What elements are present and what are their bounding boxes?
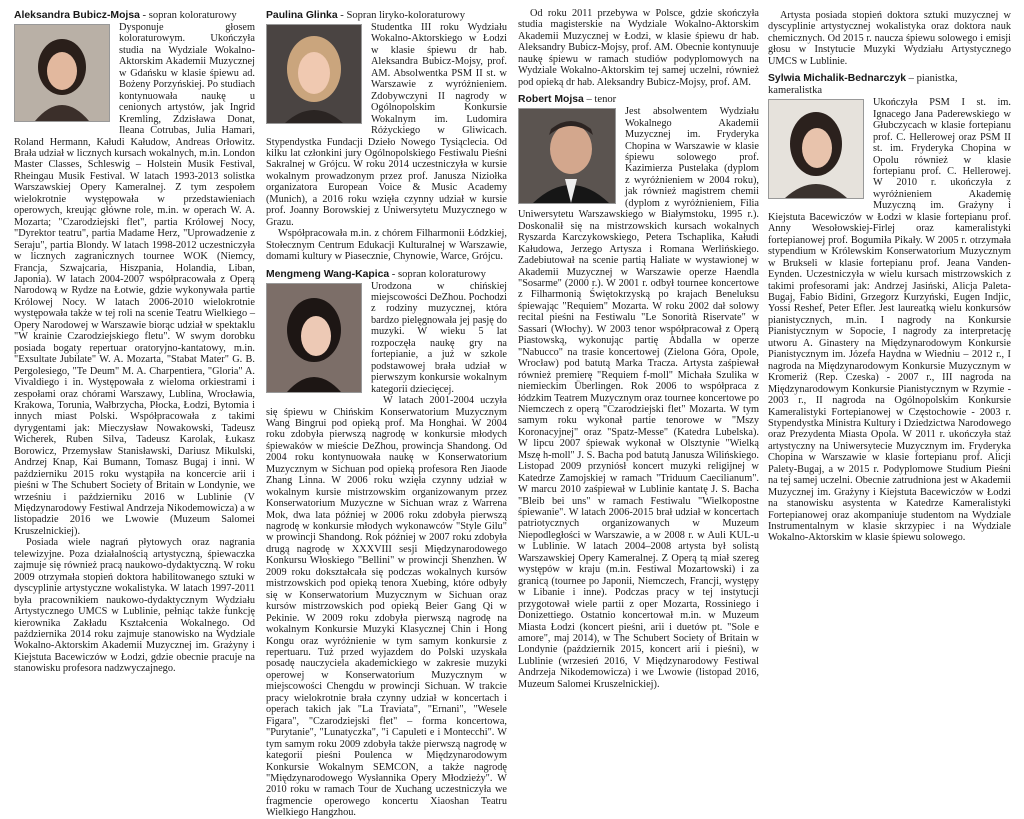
artist-name: Robert Mojsa: [518, 94, 584, 106]
artist-header: Aleksandra Bubicz-Mojsa - sopran koloraturowy: [14, 10, 237, 21]
artist-header: Paulina Glinka - Sopran liryko-koloraturowy: [266, 10, 466, 21]
artist-bio: Jest absolwentem Wydziału Wokalnego Akademii Muzycznej im. Fryderyka Chopina w Warszawie w klasie śpiewu solowego prof. Kazimierza Pustelaka (dyplom z wyróżnieniem w 2004 roku), jak również magistrem chemii (dyplom z wyróżnieniem, Filia Uniwersytetu Warszawskiego w Białymstoku, 1995 r.). Doskonalił się na mistrzowskich kursach wokalnych Ryszarda Karczykowskiego, Petera Tschaplika, Kałudi Kałudowa, Jerzego Artysza i Romana Werlińskiego. Zadebiutował na scenie partią Haliate w wystawionej w Akademii Muzycznej w Warszawie operze Haendla "Sosarme" (2000 r.). W 2001 r. odbył tournee koncertowe z Filharmonią Świętokrzyską po krajach Beneluksu śpiewając "Requiem" Mozarta. W roku 2002 dał solowy recital pieśni na Festiwalu "Le Sonorità Riservate" w Sassari (Włochy). W 2003 tenor współpracował z Operą Piastowską, wykonując partię Abdalla w operze "Nabucco" na trasie koncertowej (Zielona Góra, Opole, Wrocław) pod batutą Marka Tracza. Artysta zaśpiewał również premierę "Requiem f-moll" Michała Szulika w niemieckim Überlingen. Rok 2006 to współpraca z łódzkim Teatrem Muzycznym oraz tournee koncertowe po Niemczech z operą "Czarodziejski flet" Mozarta. W tym samym roku wykonał partie tenorowe w "Mszy Koronacyjnej" oraz "Spatz-Messe" (Katedra Lubelska). W lipcu 2007 śpiewak wykonał w Olsztynie "Wielką Mszę h-moll" J. S. Bacha pod batutą Janusza Wilińskiego. Listopad 2009 przyniósł koncert muzyki religijnej w Katedrze Zamojskiej w ramach "Triduum Caecilianum". W marcu 2010 zaśpiewał w Lublinie kantatę J. S. Bacha "Bleib bei uns" w ramach Festiwalu "Wielkopostne śpiewanie". W latach 2006-2015 brał udział w koncertach patriotycznych organizowanych w Muzeum Niepodległości w Warszawie, a w 2008 r. w Auli KUL-u w Lublinie. W latach 2004–2008 artysta był solistą Warszawskiej Opery Kameralnej. Z Operą tą miał szereg występów w kraju (m.in. Festiwal Mozartowski) i za granicą (tournee po Japonii, Niemczech, Francji, występy w Libanie i inne). Podczas pracy w tej instytucji przygotował wiele partii z oper Mozarta, Rossiniego i Donizettiego. Ostatnio koncertował m.in. w Muzeum Miasta Łodzi (koncert pieśni, arii i duetów pt. "Sole e amore", maj 2014), w The Schubert Society of Britain w Londynie (październik 2015, koncert arii i pieśni), w Lublinie (wrzesień 2016, V Międzynarodowy Festiwal Andrzeja Nikodemowicza) i we Lwowie (listopad 2016, Muzeum Salomei Kruszelnickiej).: [518, 106, 759, 690]
artist-header: Mengmeng Wang-Kapica - sopran koloraturowy: [266, 268, 486, 280]
column-2: [266, 10, 507, 819]
artist-bio: Studentka III roku Wydziału Wokalno-Aktorskiego w Łodzi w klasie śpiewu dr hab. Aleksandra Bubicz-Mojsy, prof. AM. Absolwentka PSM II st. w Warszawie z wyróżnieniem. Zdobywczyni II nagrody w Ogólnopolskim Konkursie Wokalnym im. Ludomira Różyckiego w Gliwicach. Stypendystka Fundacji Dzieło Nowego Tysiąclecia. Od kilku lat członkini jury Ogólnopolskiego Festiwalu Pieśni Sakralnej w Grójcu. W roku 2014 uczestniczyła w kursie wokalnym prowadzonym przez prof. Janusza Niziołka organizatora European Voice & Music Academy (Munich), a 2016 roku wzięła czynny udział w kursie prof. Joanny Borowskiej z Uniwersytetu Muzycznego w Grazu.: [266, 22, 507, 228]
portrait-photo: [768, 99, 864, 199]
artist-bio: Ukończyła PSM I st. im. Ignacego Jana Paderewskiego w Głubczycach w klasie fortepianu prof. C. Hellerowej oraz PSM II st. im. Fryderyka Chopina w Opolu również w klasie fortepianu prof. C. Hellerowej. W 2010 r. ukończyła z wyróżnieniem Akademię Muzyczną im. Grażyny i Kiejstuta Bacewiczów w Łodzi w klasie fortepianu prof. Anny Wesołowskiej-Firlej oraz kameralistyki fortepianowej prof. Bogumiła Pikały. W 2005 r. otrzymała stypendium w Królewskim Konserwatorium Muzycznym w Brukseli w klasie fortepianu prof. Jeana Vanden-Eynden. Uczestniczyła w wielu kursach mistrzowskich z takimi profesorami jak: Andrzej Jasiński, Alicja Paleta-Bugaj, Fabio Bidini, Grzegorz Kurzyński, Eugen Indjic, Yossi Reshef, Peter Efler. Jest laureatką wielu konkursów pianistycznych, m.in. I nagrody na Konkursie Pianistycznym w Sopocie, I nagrody za interpretację utworu A. Ginastery na Międzynarodowym Konkursie Pianistycznym im. Józefa Haydna w Wiedniu – 2012 r., I nagroda na Międzynarodowym Konkursie Muzycznym w Kromeriż (Rep. Czeska) - 2007 r., III nagroda na Międzynarodowym Konkursie Pianistycznym w Rzymie - 2003 r., II nagroda na Ogólnopolskim Konkursie Kameralistyki Fortepianowej w Częstochowie - 2003 r. Stypendystka Ministra Kultury i Dziedzictwa Narodowego oraz Prezydenta Miasta Opola. W 2011 r. ukończyła staż artystyczny na Uniwersytecie Muzycznym im. Fryderyka Chopina w Warszawie w klasie fortepianu prof. Alicji Palety-Bugaj, a w 2015 r. Podyplomowe Studium Pieśni na tej samej uczelni. Obecnie zatrudniona jest w Akademii Muzycznej im. Grażyny i Kiejstuta Bacewiczów w Łodzi na stanowisku asystenta w Katedrze Kameralistyki Fortepianowej oraz akompaniuje studentom na Wydziale Instrumentalnym w klasie skrzypiec i na Wydziale Wokalno-Aktorskim w klasie śpiewu solowego.: [768, 97, 1011, 544]
column-1: [14, 10, 255, 720]
artist-name: Paulina Glinka: [266, 10, 338, 21]
artist-role: sopran koloraturowy: [397, 268, 486, 280]
artist-role: pianistka, kameralistka: [768, 73, 958, 97]
portrait-photo: [14, 24, 110, 122]
artist-bio-3: Od roku 2011 przebywa w Polsce, gdzie skończyła studia magisterskie na Wydziale Wokalno-Aktorskim Akademii Muzycznej w Łodzi, w klasie śpiewu dr hab. Aleksandry Bubicz-Mojsy, prof. AM. Obecnie kontynuuje naukę śpiewu w ramach studiów podyplomowych na Wydziale Wokalno-Aktorskim tej samej uczelni, również pod opieką dr hab. Aleksandry Bubicz-Mojsy, prof. AM.: [518, 8, 759, 88]
portrait-photo: [266, 24, 362, 124]
artist-role: tenor: [594, 94, 617, 106]
artist-header: Sylwia Michalik-Bednarczyk – pianistka, kameralistka: [768, 73, 958, 97]
artist-name: Mengmeng Wang-Kapica: [266, 268, 390, 280]
column-3: [518, 10, 759, 720]
column-4: [768, 10, 1011, 720]
artist-bio-2: W latach 2001-2004 uczyła się śpiewu w Chińskim Konserwatorium Muzycznym Wang Bingrui pod opieką prof. Ma Honghai. W 2004 roku zdobyła pierwszą nagrodę w konkursie młodych śpiewaków w mieście DeZhou, prowincja Shandong. Od 2004 roku kontynuowała naukę w Konserwatorium Muzycznym w Sichuan pod opieką profesora Ren Jiaode Zhang Linna. W 2006 roku wzięła czynny udział w wokalnym kursie mistrzowskim organizowanym przez Konserwatorium Muzyczne w Sichuan wraz z Warrena Mok, dwa lata później w 2006 roku zdobyła pierwszą nagrodę w konkursie młodych wykonawców "Style Gilu" w prowincji Shandong. Rok później w 2007 roku zdobyła drugą nagrodę w XXXVIII sesji Międzynarodowego Konkursu Włoskiego "Bellini" w prowincji Shenzhen. W 2009 roku dokształcała się podczas wokalnych kursów mistrzowskich pod opieką tenora Xuebing, które odbyły się w Konserwatorium Muzycznym w Sichuan oraz kursów mistrzowskich pod opieką Beier Gang Qi w Pekinie. W 2009 roku zdobyła pierwszą nagrodę na wokalnym Konkursie Muzyki Klasycznej Chin i Hong Kongu oraz wyróżnienie w tym samym konkursie z repertuaru. Tuż przed wyjazdem do Polski uzyskała posadę nauczyciela akademickiego w zakresie muzyki operowej w Konserwatorium Muzycznym w miejscowości Chengdu w prowincji Sichuan. W trakcie pracy wielokrotnie brała czynny udział w koncertach i operach takich jak "La Traviata", "Ernani", "Wesele Figara", "Czarodziejski flet" – forma koncertowa, "Purytanie", "Lunatyczka", "i Capuleti e i Montecchi". W tym samym roku 2009 zdobyła także pierwszą nagrodę w kategorii pieśni Poulenca w Międzynarodowym Konkursie Wokalnym SEMCON, a także nagrodę "Międzynarodowego Wysłannika Opery Młodzieży". W 2010 roku w ramach Tour de Xuchang uczestniczyła we fragmencie operowego koncertu Xiaoshan Teatru Wielkiego Hangzhou.: [266, 395, 507, 819]
artist-name: Sylwia Michalik-Bednarczyk: [768, 73, 907, 85]
artist-bio: Urodzona w chińskiej miejscowości DeZhou. Pochodzi z rodziny muzycznej, która bardzo pielęgnowała jej pasję do muzyki. W wieku 5 lat rozpoczęła naukę gry na fortepianie, a już w szkole podstawowej brała udział w pierwszym konkursie wokalnym kategorii dziecięcej.: [371, 280, 507, 395]
artist-bio: Dysponuje głosem koloraturowym. Ukończyła studia na Wydziale Wokalno-Aktorskim Akademii Muzycznej w Gdańsku w klasie śpiewu ad. Bożeny Porzyńskiej. Po studiach kontynuowała naukę u cenionych artystów, jak Ingrid Kremling, Zdzisława Donat, Ileana Cotrubas, Julia Hamari, Roland Hermann, Kałudi Kałudow, Andreas Orłowitz. Brała udział w licznych kursach wokalnych, m.in. London Master Classes, Schleswig – Holstein Musik Festival, Rheingau Musik Festival. W latach 1993-2013 solistka Warszawskiej Opery Kameralnej. Z tym zespołem wielokrotnie występowała w przedstawieniach operowych, kreując główne role, m.in. w operach W. A. Mozarta; "Czarodziejski flet", partia Królowej Nocy, "Dyrektor teatru", partia Madame Herz, "Uprowadzenie z Seraju", partia Blondy. W latach 1998-2012 uczestniczyła w licznych zagranicznych tournee WOK (Niemcy, Francja, Szwajcaria, Hiszpania, Holandia, Liban, Japonia). W latach 2004-2007 współpracowała z Operą Narodową w Rydze na Łotwie, gdzie wykonywała partie Królowej Nocy. W latach 2006-2010 wielokrotnie występowała także w tej roli na scenie Teatru Wielkiego – Opery Narodowej w Warszawie biorąc udział w spektaklu "W krainie Czarodziejskiego fletu". W swym dorobku posiada bogaty repertuar oratoryjno-kantatowy, m.in. "Exsultate Jubilate" W. A. Mozarta, "Stabat Mater" G. B. Pergolesiego, "Te Deum" M. A. Charpentiera, "Gloria" A. Vivaldiego i in. Występowała z wieloma orkiestrami i zespołami oraz chórami Warszawy, Lublina, Wrocławia, Krakowa, Torunia, Wałbrzycha, Płocka, Łodzi, Bytomia i innych miast Polski. Współpracowała z takimi dyrygentami jak: Mieczysław Nowakowski, Tadeusz Wicherek, Ruben Silva, Tadeusz Karolak, Łukasz Borowicz, Przemysław Stanisławski, Dariusz Mikulski, Andrzej Knap, Kai Bumann, Tomasz Bugaj i inni. W październiku 2015 roku wystąpiła na koncercie arii i pieśni w The Schubert Society of Britain w Londynie, we wrześniu i październiku 2016 w Lublinie (V Międzynarodowy Festiwal Andrzeja Nikodemowicza) a w listopadzie 2016 we Lwowie (Muzeum Salomei Kruszelnickiej).: [14, 22, 255, 537]
portrait-photo: [266, 283, 362, 393]
artist-bio-2: Artysta posiada stopień doktora sztuki muzycznej w dyscyplinie artystycznej wokalistyka oraz doktora nauk chemicznych. Od 2015 r. naucza śpiewu solowego i emisji głosu w Instytucie Muzyki Wydziału Artystycznego UMCS w Lublinie.: [768, 10, 1011, 67]
artist-name: Aleksandra Bubicz-Mojsa: [14, 10, 140, 21]
artist-bio-2: Posiada wiele nagrań płytowych oraz nagrania telewizyjne. Poza działalnością artystyczną, śpiewaczka zajmuje się również pracą naukowo-dydaktyczną. W roku 2009 otrzymała stopień doktora habilitowanego sztuki w dyscyplinie artystyczne wokalistyka. W latach 1997-2011 była pracownikiem naukowo-dydaktycznym Wydziału Artystycznego UMCS w Lublinie, pełniąc także funkcję kierownika Zakładu Kształcenia Wokalnego. Od października 2014 roku zajmuje stanowisko na Wydziale Wokalno-Aktorskim Akademii Muzycznej im. Grażyny i Kiejstuta Bacewiczów w Łodzi, gdzie obecnie pracuje na stanowisku profesora nadzwyczajnego.: [14, 537, 255, 675]
artist-header: Robert Mojsa – tenor: [518, 94, 617, 106]
artist-role: sopran koloraturowy: [148, 10, 237, 21]
artist-role: Sopran liryko-koloraturowy: [346, 10, 466, 21]
artist-bio-2: Współpracowała m.in. z chórem Filharmonii Łódzkiej, Stołecznym Centrum Edukacji Kulturalnej w Warszawie, domami kultury w Piasecznie, Chynowie, Warce, Grójcu.: [266, 228, 507, 263]
portrait-photo: [518, 108, 616, 204]
